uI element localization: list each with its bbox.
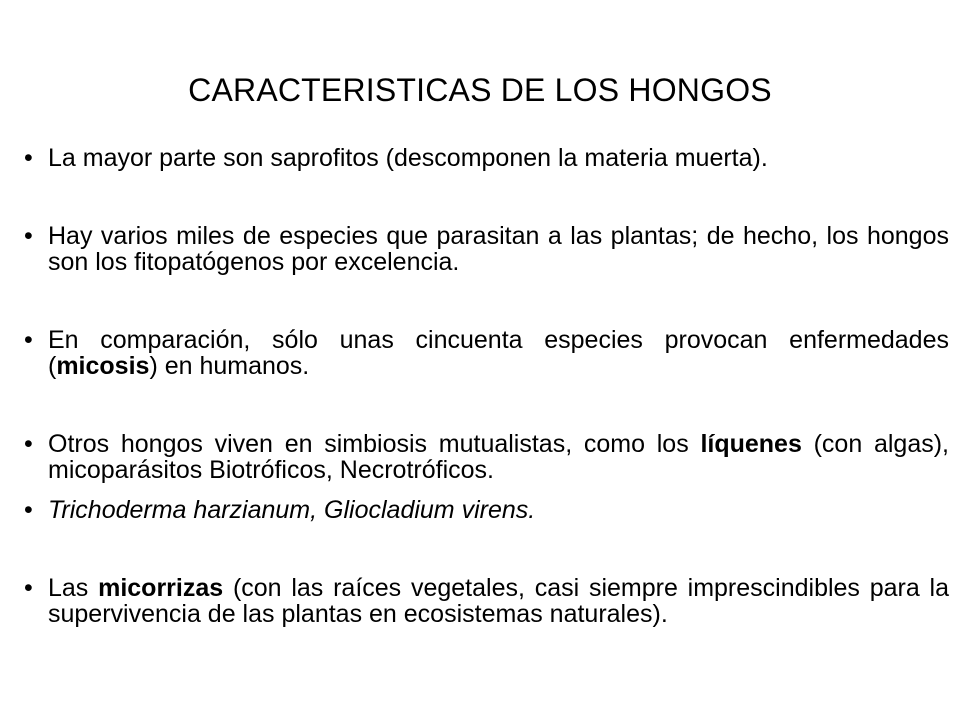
bullet-parasitos-plantas [24, 223, 949, 275]
bullet-micorrizas [24, 575, 949, 627]
bullet-saprofitos [24, 145, 949, 171]
bullet-text: La mayor parte son saprofitos (descomponen la materia muerta). [48, 144, 768, 172]
bullet-micosis [24, 327, 949, 379]
bullet-text-pre: Las [48, 574, 99, 602]
bullet-text-post: (con algas), micoparásitos Biotróficos, Necrotróficos. [48, 430, 949, 484]
bullet-bold-term: líquenes [700, 430, 802, 458]
bullet-bold-term: micorrizas [98, 574, 224, 602]
slide-title: CARACTERISTICAS DE LOS HONGOS [188, 72, 772, 108]
bullet-species-names [24, 497, 949, 523]
bullet-bold-term: micosis [56, 352, 150, 380]
bullet-simbiosis [24, 431, 949, 483]
bullet-text: Hay varios miles de especies que parasitan a las plantas; de hecho, los hongos son los fitopatógenos por excelencia. [48, 222, 949, 276]
bullet-text-pre: Otros hongos viven en simbiosis mutualistas, como los [48, 430, 701, 458]
bullet-text-post: (con las raíces vegetales, casi siempre imprescindibles para la supervivencia de las plantas en ecosistemas naturales). [48, 574, 949, 628]
bullet-text-italic: Trichoderma harzianum, Gliocladium virens. [48, 496, 536, 524]
bullet-text-post: ) en humanos. [149, 352, 310, 380]
bullet-text-pre: En comparación, sólo unas cincuenta especies provocan enfermedades ( [48, 326, 949, 380]
bullet-list [24, 145, 949, 627]
